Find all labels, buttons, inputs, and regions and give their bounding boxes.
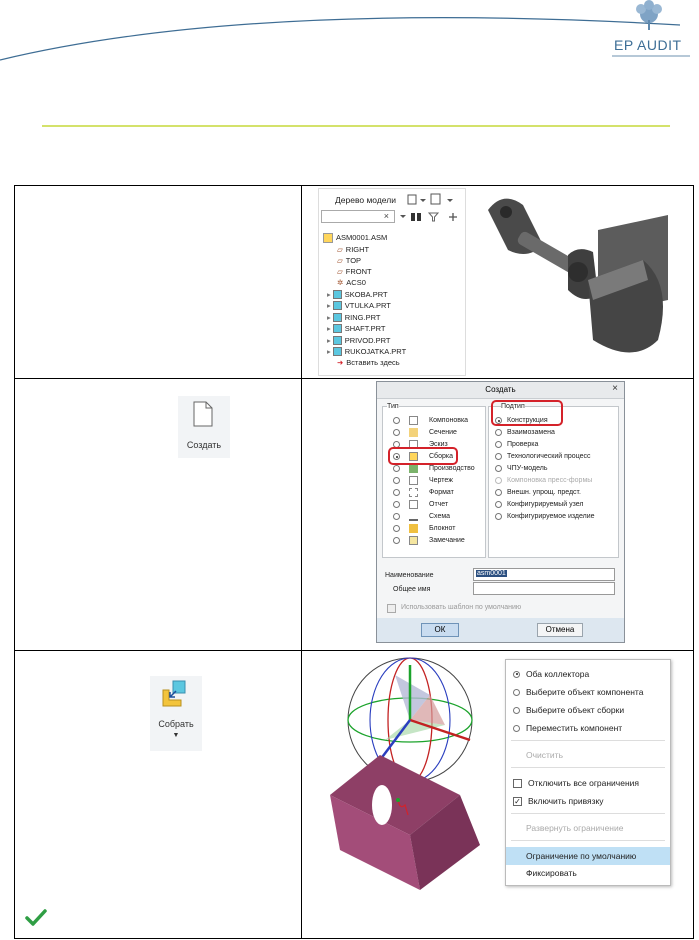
create-button[interactable]	[178, 396, 230, 458]
menu-separator	[511, 840, 665, 841]
model-tree-title: Дерево модели	[335, 195, 396, 205]
tree-item-right[interactable]: ▱ RIGHT	[337, 245, 370, 254]
subtype-group-header: Подтип	[501, 403, 525, 410]
chevron-down-icon[interactable]: ▼	[172, 732, 180, 739]
create-dialog	[376, 381, 625, 643]
cancel-button[interactable]: Отмена	[537, 623, 583, 637]
assemble-button-label: Собрать	[158, 719, 194, 729]
clear-search-icon[interactable]: ×	[383, 211, 389, 221]
name-label: Наименование	[385, 572, 434, 579]
tree-item-part[interactable]: ▸ RING.PRT	[327, 313, 381, 322]
tree-item-part[interactable]: ▸ RUKOJATKA.PRT	[327, 347, 407, 356]
tree-item-asm[interactable]: ASM0001.ASM	[323, 232, 387, 243]
tree-search-input[interactable]	[321, 210, 395, 223]
tree-item-part[interactable]: ▸ PRIVOD.PRT	[327, 336, 391, 345]
table-row-divider	[15, 378, 693, 379]
tree-list	[323, 232, 463, 372]
menu-item-fix[interactable]: Фиксировать	[526, 868, 577, 878]
menu-radio-option[interactable]: Оба коллектора	[506, 665, 670, 683]
common-name-input[interactable]	[473, 582, 615, 595]
assemble-button[interactable]	[150, 676, 202, 751]
subtype-group: Подтип Конструкция Взаимозамена Проверка Технологический процесс ЧПУ-модель Компоновка пресс-формы Внешн. упрощ. предст. Конфигурируемый узел Конфигурируемое изделие	[488, 406, 619, 558]
menu-separator	[511, 740, 665, 741]
tree-item-acs[interactable]: ✲ ACS0	[337, 278, 366, 287]
menu-separator	[511, 813, 665, 814]
menu-radio-option[interactable]: Выберите объект сборки	[506, 701, 670, 719]
menu-radio-option[interactable]: Выберите объект компонента	[506, 683, 670, 701]
common-name-label: Общее имя	[393, 586, 431, 593]
checkmark-icon	[25, 909, 47, 927]
menu-check-option[interactable]: Отключить все ограничения	[506, 774, 670, 792]
name-input[interactable]	[473, 568, 615, 581]
model-tree-panel	[318, 188, 466, 376]
assemble-icon	[159, 680, 189, 710]
assembly-placement-3d	[320, 655, 520, 895]
template-checkbox-label: Использовать шаблон по умолчанию	[401, 604, 522, 611]
type-group-header: Тип	[387, 403, 399, 410]
logo-tree-icon	[636, 0, 662, 30]
tree-item-part[interactable]: ▸ SKOBA.PRT	[327, 290, 388, 299]
tree-item-top[interactable]: ▱ TOP	[337, 256, 362, 265]
table-row-divider	[15, 650, 693, 651]
new-document-icon	[193, 401, 213, 427]
name-input-value: asm0001	[477, 570, 506, 577]
menu-item-clear-disabled: Очистить	[526, 750, 564, 760]
menu-item-default-constraint[interactable]: Ограничение по умолчанию	[506, 847, 670, 865]
tree-toolbar-icons[interactable]	[407, 192, 462, 206]
template-checkbox[interactable]	[387, 604, 396, 613]
dialog-button-bar	[377, 618, 624, 642]
assembly-highlight	[388, 447, 458, 465]
dialog-titlebar	[377, 382, 624, 399]
tree-item-part[interactable]: ▸ SHAFT.PRT	[327, 324, 386, 333]
menu-separator	[511, 767, 665, 768]
tree-item-front[interactable]: ▱ FRONT	[337, 267, 372, 276]
context-menu	[505, 659, 671, 886]
menu-item-expand-disabled: Развернуть ограничение	[526, 823, 624, 833]
header-decoration	[0, 0, 699, 140]
close-icon[interactable]: ×	[612, 383, 618, 394]
tree-item-insert-here[interactable]: ➜ Вставить здесь	[337, 358, 400, 367]
create-button-label: Создать	[186, 440, 222, 450]
checkmark-icon: ✓	[514, 796, 521, 806]
tree-item-part[interactable]: ▸ VTULKA.PRT	[327, 301, 391, 310]
menu-check-option[interactable]: ✓ Включить привязку	[514, 796, 604, 806]
subtype-highlight	[491, 400, 563, 426]
table-column-divider	[301, 186, 302, 938]
logo-text: EP AUDIT	[614, 37, 682, 53]
type-group: Тип Компоновка Сечение Эскиз Сборка Производство Чертеж Формат Отчет Схема Блокнот Замечание	[382, 406, 486, 558]
menu-radio-option[interactable]: Переместить компонент	[506, 719, 670, 737]
assembly-3d-image	[468, 190, 680, 372]
header-curve	[0, 18, 680, 60]
dialog-title: Создать	[485, 385, 516, 394]
ok-button[interactable]: ОК	[421, 623, 459, 637]
tree-filter-icons[interactable]	[399, 211, 461, 223]
